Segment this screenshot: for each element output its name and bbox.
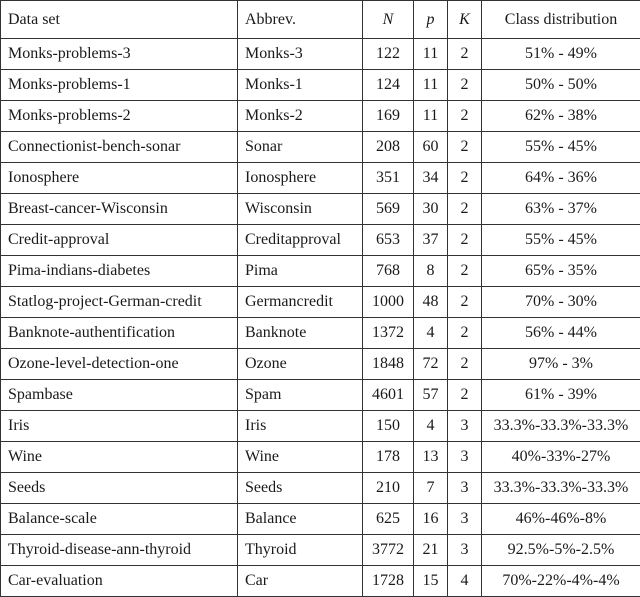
cell-class-distribution: 62% - 38% xyxy=(482,101,640,132)
cell-n: 4601 xyxy=(363,380,414,411)
cell-dataset: Seeds xyxy=(1,473,238,504)
cell-abbrev: Wisconsin xyxy=(238,194,363,225)
cell-abbrev: Monks-2 xyxy=(238,101,363,132)
cell-dataset: Breast-cancer-Wisconsin xyxy=(1,194,238,225)
cell-n: 625 xyxy=(363,504,414,535)
table-row xyxy=(1,566,640,597)
cell-abbrev: Banknote xyxy=(238,318,363,349)
cell-p: 30 xyxy=(414,194,448,225)
cell-k: 2 xyxy=(448,225,482,256)
table-row xyxy=(1,39,640,70)
cell-k: 2 xyxy=(448,163,482,194)
cell-dataset: Credit-approval xyxy=(1,225,238,256)
cell-dataset: Wine xyxy=(1,442,238,473)
table-row xyxy=(1,194,640,225)
cell-dataset: Car-evaluation xyxy=(1,566,238,597)
header-abbrev: Abbrev. xyxy=(238,1,363,39)
cell-n: 1848 xyxy=(363,349,414,380)
table-row xyxy=(1,225,640,256)
cell-abbrev: Monks-1 xyxy=(238,70,363,101)
cell-k: 3 xyxy=(448,442,482,473)
cell-p: 13 xyxy=(414,442,448,473)
cell-abbrev: Iris xyxy=(238,411,363,442)
table-row xyxy=(1,504,640,535)
cell-class-distribution: 64% - 36% xyxy=(482,163,640,194)
cell-abbrev: Ozone xyxy=(238,349,363,380)
cell-dataset: Thyroid-disease-ann-thyroid xyxy=(1,535,238,566)
cell-p: 57 xyxy=(414,380,448,411)
cell-p: 11 xyxy=(414,70,448,101)
cell-abbrev: Creditapproval xyxy=(238,225,363,256)
cell-p: 60 xyxy=(414,132,448,163)
cell-p: 37 xyxy=(414,225,448,256)
cell-n: 124 xyxy=(363,70,414,101)
header-class-distribution: Class distribution xyxy=(482,1,640,39)
cell-dataset: Banknote-authentification xyxy=(1,318,238,349)
cell-dataset: Connectionist-bench-sonar xyxy=(1,132,238,163)
table-row xyxy=(1,163,640,194)
cell-abbrev: Thyroid xyxy=(238,535,363,566)
cell-dataset: Pima-indians-diabetes xyxy=(1,256,238,287)
cell-k: 3 xyxy=(448,411,482,442)
cell-k: 2 xyxy=(448,101,482,132)
cell-class-distribution: 51% - 49% xyxy=(482,39,640,70)
cell-class-distribution: 92.5%-5%-2.5% xyxy=(482,535,640,566)
cell-p: 21 xyxy=(414,535,448,566)
table-row xyxy=(1,380,640,411)
cell-n: 1000 xyxy=(363,287,414,318)
cell-n: 178 xyxy=(363,442,414,473)
cell-p: 15 xyxy=(414,566,448,597)
cell-p: 4 xyxy=(414,318,448,349)
table-row xyxy=(1,473,640,504)
cell-dataset: Monks-problems-3 xyxy=(1,39,238,70)
cell-n: 569 xyxy=(363,194,414,225)
cell-k: 2 xyxy=(448,70,482,101)
cell-class-distribution: 50% - 50% xyxy=(482,70,640,101)
cell-class-distribution: 46%-46%-8% xyxy=(482,504,640,535)
cell-abbrev: Monks-3 xyxy=(238,39,363,70)
cell-p: 7 xyxy=(414,473,448,504)
cell-n: 122 xyxy=(363,39,414,70)
cell-p: 48 xyxy=(414,287,448,318)
cell-n: 653 xyxy=(363,225,414,256)
cell-abbrev: Balance xyxy=(238,504,363,535)
cell-k: 3 xyxy=(448,535,482,566)
cell-class-distribution: 61% - 39% xyxy=(482,380,640,411)
cell-abbrev: Sonar xyxy=(238,132,363,163)
table-body xyxy=(1,39,640,597)
cell-k: 2 xyxy=(448,256,482,287)
cell-k: 4 xyxy=(448,566,482,597)
cell-dataset: Balance-scale xyxy=(1,504,238,535)
cell-k: 2 xyxy=(448,194,482,225)
cell-class-distribution: 55% - 45% xyxy=(482,225,640,256)
cell-n: 210 xyxy=(363,473,414,504)
table-row xyxy=(1,287,640,318)
header-dataset: Data set xyxy=(1,1,238,39)
cell-class-distribution: 33.3%-33.3%-33.3% xyxy=(482,411,640,442)
cell-class-distribution: 40%-33%-27% xyxy=(482,442,640,473)
cell-n: 768 xyxy=(363,256,414,287)
table-row xyxy=(1,70,640,101)
cell-k: 2 xyxy=(448,380,482,411)
header-row xyxy=(1,1,640,39)
cell-p: 11 xyxy=(414,39,448,70)
header-k: K xyxy=(448,1,482,39)
cell-n: 208 xyxy=(363,132,414,163)
cell-abbrev: Car xyxy=(238,566,363,597)
cell-n: 3772 xyxy=(363,535,414,566)
cell-p: 16 xyxy=(414,504,448,535)
cell-class-distribution: 33.3%-33.3%-33.3% xyxy=(482,473,640,504)
table-row xyxy=(1,535,640,566)
cell-class-distribution: 65% - 35% xyxy=(482,256,640,287)
cell-n: 1728 xyxy=(363,566,414,597)
cell-k: 2 xyxy=(448,318,482,349)
cell-k: 2 xyxy=(448,39,482,70)
cell-p: 72 xyxy=(414,349,448,380)
cell-abbrev: Pima xyxy=(238,256,363,287)
cell-dataset: Iris xyxy=(1,411,238,442)
cell-k: 2 xyxy=(448,287,482,318)
cell-class-distribution: 70% - 30% xyxy=(482,287,640,318)
cell-p: 11 xyxy=(414,101,448,132)
cell-n: 150 xyxy=(363,411,414,442)
header-p: p xyxy=(414,1,448,39)
cell-abbrev: Germancredit xyxy=(238,287,363,318)
cell-p: 34 xyxy=(414,163,448,194)
cell-class-distribution: 70%-22%-4%-4% xyxy=(482,566,640,597)
table-row xyxy=(1,132,640,163)
cell-dataset: Ionosphere xyxy=(1,163,238,194)
cell-n: 351 xyxy=(363,163,414,194)
cell-k: 3 xyxy=(448,473,482,504)
cell-abbrev: Spam xyxy=(238,380,363,411)
cell-p: 4 xyxy=(414,411,448,442)
cell-n: 1372 xyxy=(363,318,414,349)
cell-class-distribution: 97% - 3% xyxy=(482,349,640,380)
table-row xyxy=(1,101,640,132)
cell-class-distribution: 63% - 37% xyxy=(482,194,640,225)
table-row xyxy=(1,442,640,473)
header-n: N xyxy=(363,1,414,39)
cell-k: 3 xyxy=(448,504,482,535)
table-row xyxy=(1,349,640,380)
cell-dataset: Statlog-project-German-credit xyxy=(1,287,238,318)
cell-class-distribution: 56% - 44% xyxy=(482,318,640,349)
table-row xyxy=(1,411,640,442)
cell-n: 169 xyxy=(363,101,414,132)
cell-class-distribution: 55% - 45% xyxy=(482,132,640,163)
cell-k: 2 xyxy=(448,349,482,380)
cell-dataset: Ozone-level-detection-one xyxy=(1,349,238,380)
cell-dataset: Monks-problems-2 xyxy=(1,101,238,132)
cell-abbrev: Ionosphere xyxy=(238,163,363,194)
cell-dataset: Spambase xyxy=(1,380,238,411)
cell-abbrev: Wine xyxy=(238,442,363,473)
cell-k: 2 xyxy=(448,132,482,163)
cell-p: 8 xyxy=(414,256,448,287)
cell-dataset: Monks-problems-1 xyxy=(1,70,238,101)
table-row xyxy=(1,256,640,287)
table-row xyxy=(1,318,640,349)
cell-abbrev: Seeds xyxy=(238,473,363,504)
